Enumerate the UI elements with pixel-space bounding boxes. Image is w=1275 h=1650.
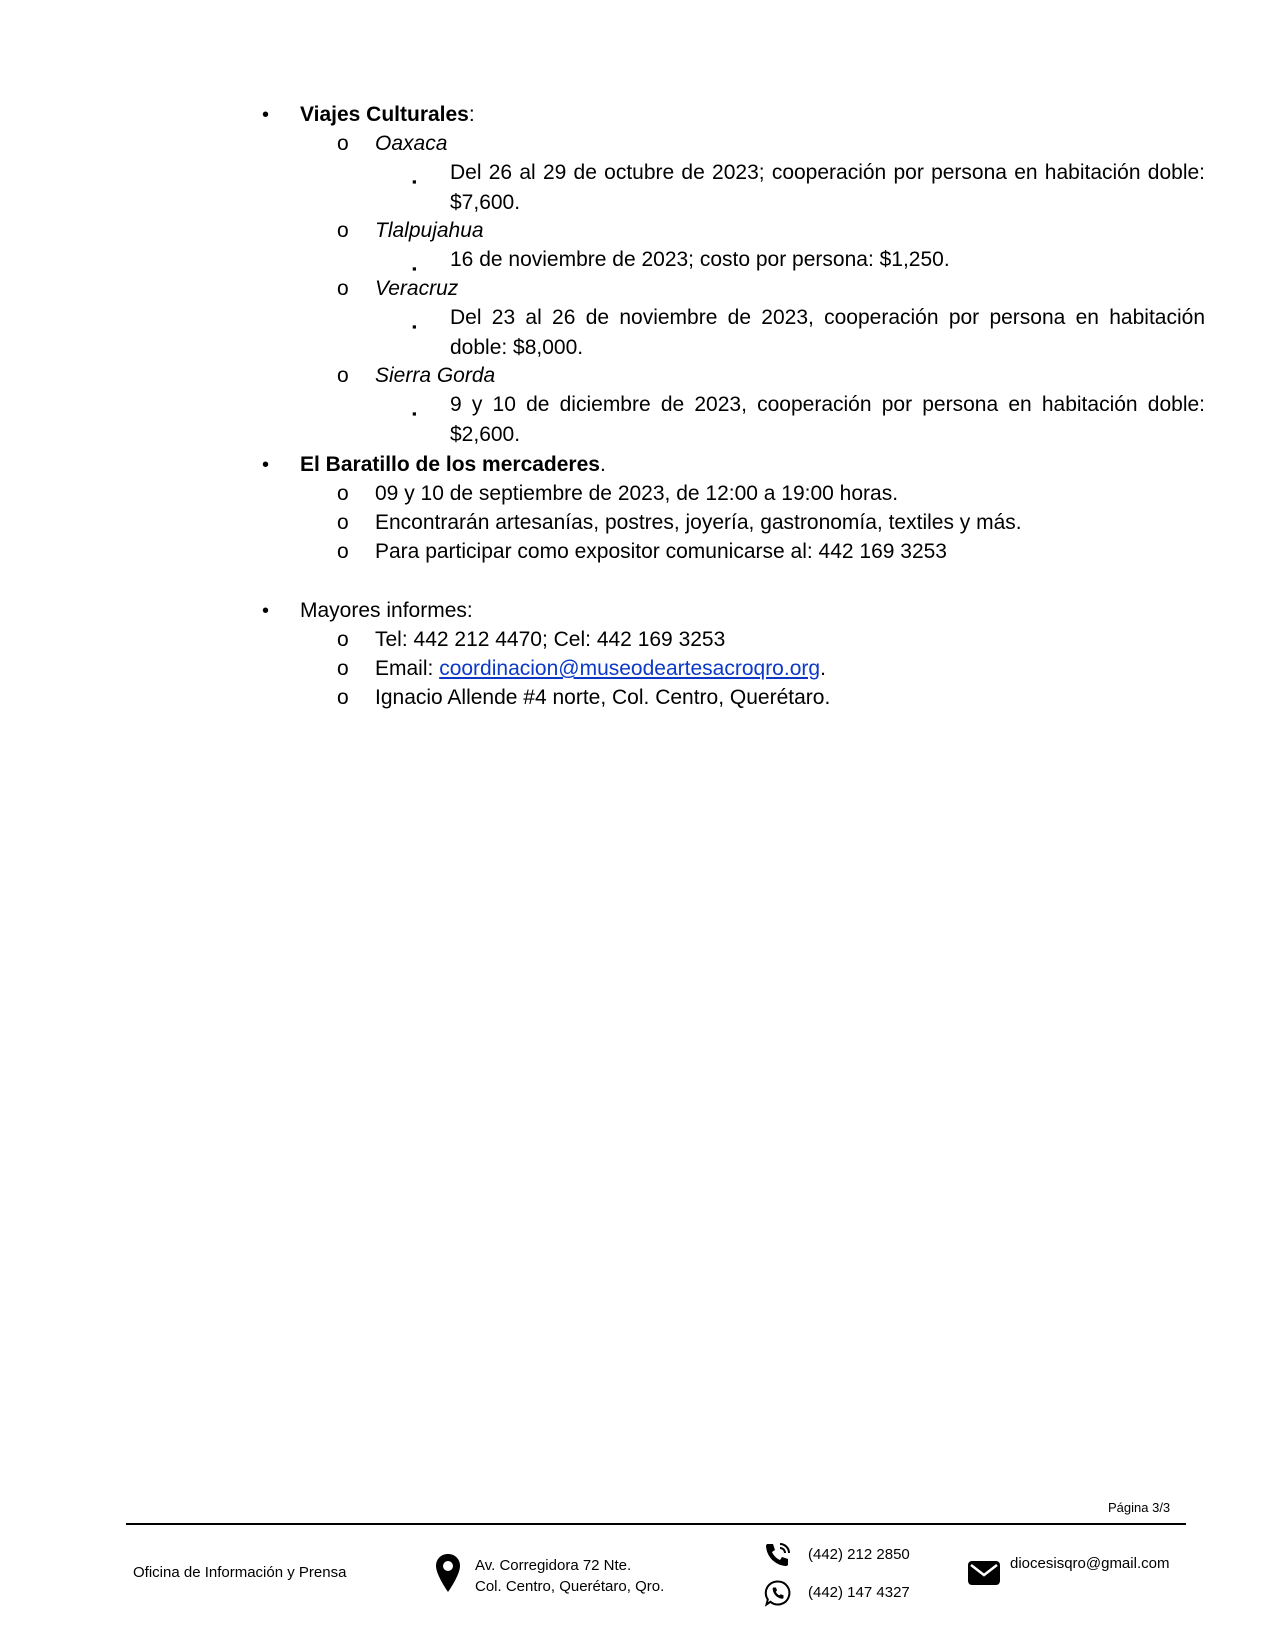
- email-label: Email:: [375, 657, 440, 680]
- envelope-icon: [967, 1560, 1001, 1586]
- trip-detail: 9 y 10 de diciembre de 2023, cooperación por persona en habitación doble: $2,600.: [450, 393, 1205, 446]
- bullet: •: [262, 454, 270, 476]
- list-item-text: Encontrarán artesanías, postres, joyería, gastronomía, textiles y más.: [375, 511, 1022, 534]
- bullet: o: [337, 277, 349, 300]
- trip-name: Sierra Gorda: [375, 364, 496, 387]
- bullet: o: [337, 364, 349, 387]
- email-link[interactable]: coordinacion@museodeartesacroqro.org: [439, 657, 821, 680]
- bullet: ▪: [412, 319, 417, 334]
- trip-name: Tlalpujahua: [375, 219, 484, 242]
- footer-phone: (442) 212 2850: [808, 1546, 910, 1563]
- bullet: •: [262, 600, 270, 622]
- bullet: o: [337, 540, 349, 563]
- list-item-text: 09 y 10 de septiembre de 2023, de 12:00 a 19:00 horas.: [375, 482, 899, 505]
- section-title: Mayores informes:: [300, 599, 473, 622]
- bullet: o: [337, 628, 349, 651]
- bullet: ▪: [412, 261, 417, 276]
- page-number: Página 3/3: [1108, 1500, 1171, 1515]
- bullet: o: [337, 219, 349, 242]
- phone-text: Tel: 442 212 4470; Cel: 442 169 3253: [375, 628, 726, 651]
- bullet: o: [337, 657, 349, 680]
- footer-divider: [126, 1523, 1186, 1525]
- address-text: Ignacio Allende #4 norte, Col. Centro, Querétaro.: [375, 686, 831, 709]
- bullet: o: [337, 482, 349, 505]
- trip-detail: Del 26 al 29 de octubre de 2023; cooperación por persona en habitación doble: $7,600.: [450, 161, 1205, 214]
- footer-office: Oficina de Información y Prensa: [133, 1564, 347, 1581]
- footer-address-line1: Av. Corregidora 72 Nte.: [475, 1557, 632, 1574]
- bullet: o: [337, 686, 349, 709]
- whatsapp-icon: [764, 1579, 792, 1607]
- list-item-text: Para participar como expositor comunicarse al: 442 169 3253: [375, 540, 947, 563]
- bullet: o: [337, 132, 349, 155]
- section-title: El Baratillo de los mercaderes: [300, 453, 600, 476]
- footer-address-line2: Col. Centro, Querétaro, Qro.: [475, 1578, 665, 1595]
- footer-whatsapp: (442) 147 4327: [808, 1584, 910, 1601]
- bullet: •: [262, 104, 270, 126]
- bullet: o: [337, 511, 349, 534]
- trip-name: Veracruz: [375, 277, 459, 300]
- phone-icon: [764, 1541, 792, 1569]
- bullet: ▪: [412, 406, 417, 421]
- trip-detail: 16 de noviembre de 2023; costo por persona: $1,250.: [450, 248, 950, 271]
- trip-detail: Del 23 al 26 de noviembre de 2023, cooperación por persona en habitación doble: $8,000.: [450, 306, 1205, 359]
- section-title: Viajes Culturales: [300, 103, 469, 126]
- location-pin-icon: [435, 1553, 461, 1593]
- footer-email: diocesisqro@gmail.com: [1010, 1555, 1170, 1572]
- bullet: ▪: [412, 174, 417, 189]
- trip-name: Oaxaca: [375, 132, 448, 155]
